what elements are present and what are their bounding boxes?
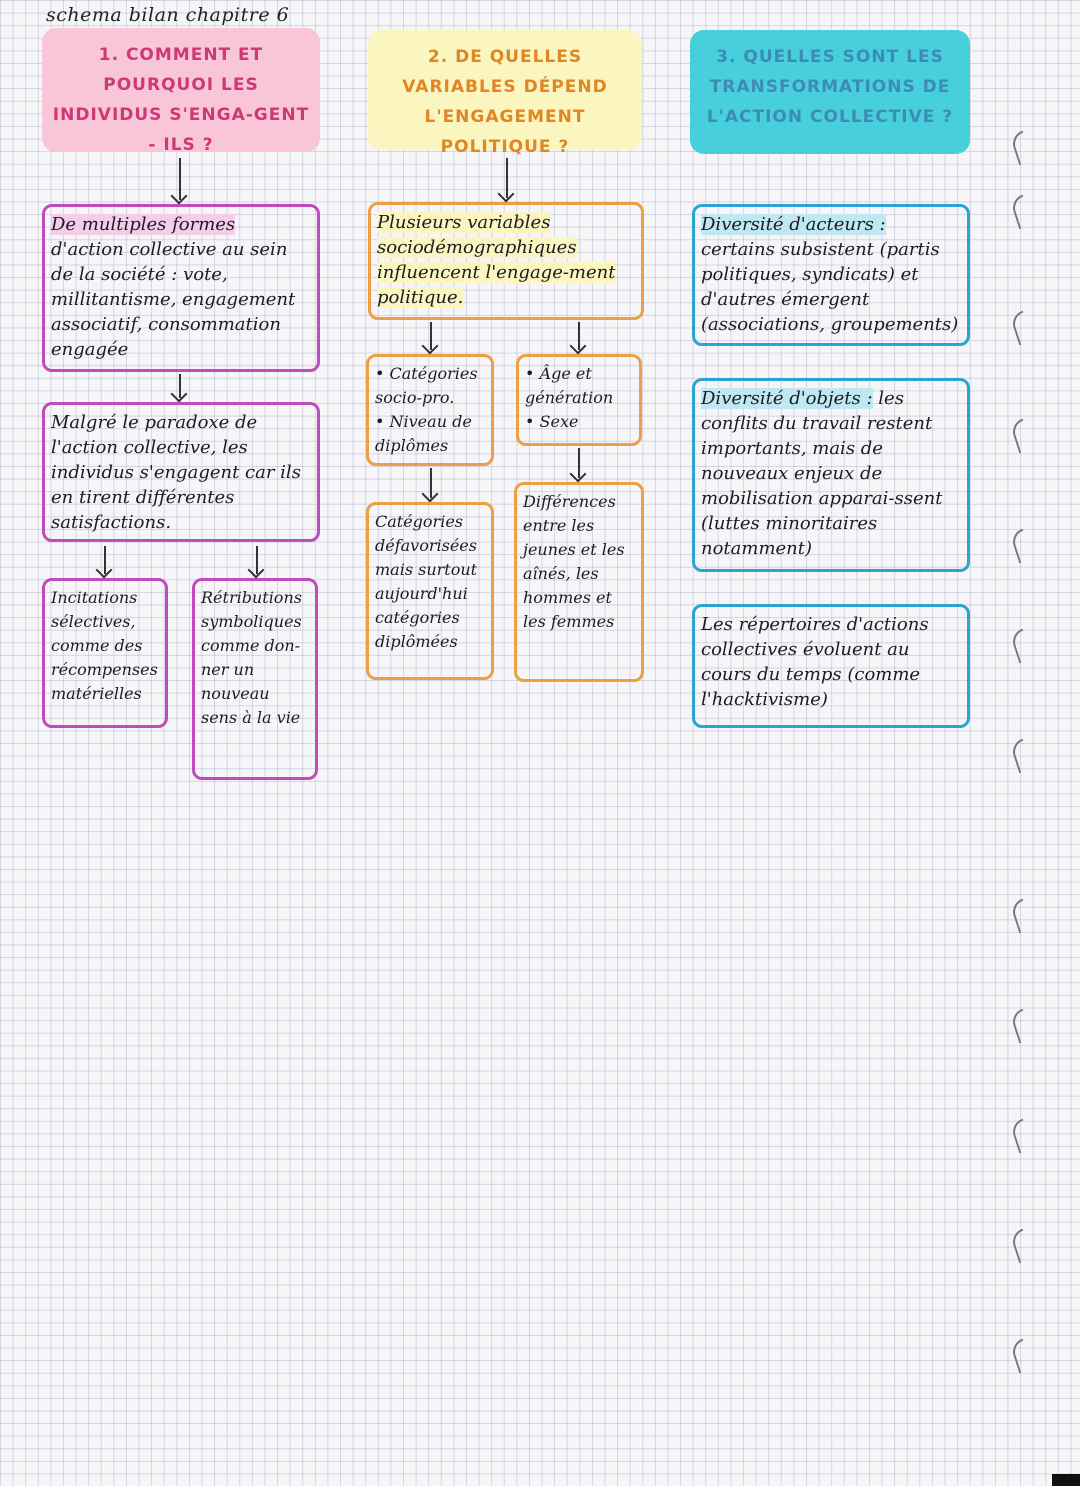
binder-hole-mark [1009,899,1032,934]
page-title: schema bilan chapitre 6 [46,4,290,26]
forms-text: d'action collective au sein de la société : vote, millitantisme, engagement associatif, consommation engagée [51,239,296,360]
list-item: • Sexe [525,412,579,431]
header-question-2: 2. DE QUELLES VARIABLES DÉPEND L'ENGAGEMENT POLITIQUE ? [368,30,642,150]
variables-box [368,202,644,320]
incitations-box [42,578,168,728]
forms-box [42,204,320,372]
paradox-box [42,402,320,542]
arrow-down-icon [256,546,258,574]
binder-hole-mark [1009,739,1032,774]
categories-socio-box [366,354,494,466]
list-item: • Âge et génération [525,364,614,407]
header-question-1: 1. COMMENT ET POURQUOI LES INDIVIDUS S'ENGA-GENT - ILS ? [42,28,320,152]
categories-socio-list [375,362,485,458]
binder-hole-mark [1009,1339,1032,1374]
objets-lead: Diversité d'objets : [701,388,873,409]
binder-hole-mark [1009,195,1032,230]
age-sexe-box [516,354,642,446]
acteurs-box [692,204,970,346]
arrow-down-icon [179,158,181,200]
categories-diplomees-box [366,502,494,680]
list-item: • Catégories socio-pro. [375,364,478,407]
arrow-down-icon [179,374,181,398]
acteurs-text: certains subsistent (partis politiques, syndicats) et d'autres émergent (associations, groupements) [701,239,959,335]
retributions-box [192,578,318,780]
repertoires-text: Les répertoires d'actions collectives évoluent au cours du temps (comme l'hacktivisme) [701,614,929,710]
age-sexe-list [525,362,633,434]
binder-hole-mark [1009,131,1032,166]
differences-text: Différences entre les jeunes et les aînés, les hommes et les femmes [523,492,625,631]
objets-box [692,378,970,572]
acteurs-lead: Diversité d'acteurs : [701,214,886,235]
paradox-text: Malgré le paradoxe de l'action collective, les individus s'engagent car ils en tirent différentes satisfactions. [51,412,301,533]
repertoires-box [692,604,970,728]
binder-hole-mark [1009,311,1032,346]
arrow-down-icon [578,322,580,350]
header-question-3: 3. QUELLES SONT LES TRANSFORMATIONS DE L'ACTION COLLECTIVE ? [690,30,970,154]
arrow-down-icon [430,468,432,498]
binder-hole-mark [1009,419,1032,454]
arrow-down-icon [430,322,432,350]
page-corner-mark [1052,1474,1080,1486]
arrow-down-icon [506,158,508,198]
retributions-text: Rétributions symboliques comme don-ner un nouveau sens à la vie [201,588,302,727]
objets-text: les conflits du travail restent importants, mais de nouveaux enjeux de mobilisation apparai-ssent (luttes minoritaires notamment) [701,388,943,559]
binder-hole-mark [1009,529,1032,564]
categories-diplomees-text: Catégories défavorisées mais surtout aujourd'hui catégories diplômées [375,512,478,651]
binder-hole-mark [1009,1009,1032,1044]
binder-hole-mark [1009,629,1032,664]
variables-text: Plusieurs variables sociodémographiques influencent l'engage-ment politique. [377,212,616,308]
binder-hole-mark [1009,1119,1032,1154]
arrow-down-icon [104,546,106,574]
incitations-text: Incitations sélectives, comme des récompenses matérielles [51,588,158,703]
binder-hole-mark [1009,1229,1032,1264]
forms-lead: De multiples formes [51,214,236,235]
differences-box [514,482,644,682]
arrow-down-icon [578,448,580,478]
list-item: • Niveau de diplômes [375,412,472,455]
